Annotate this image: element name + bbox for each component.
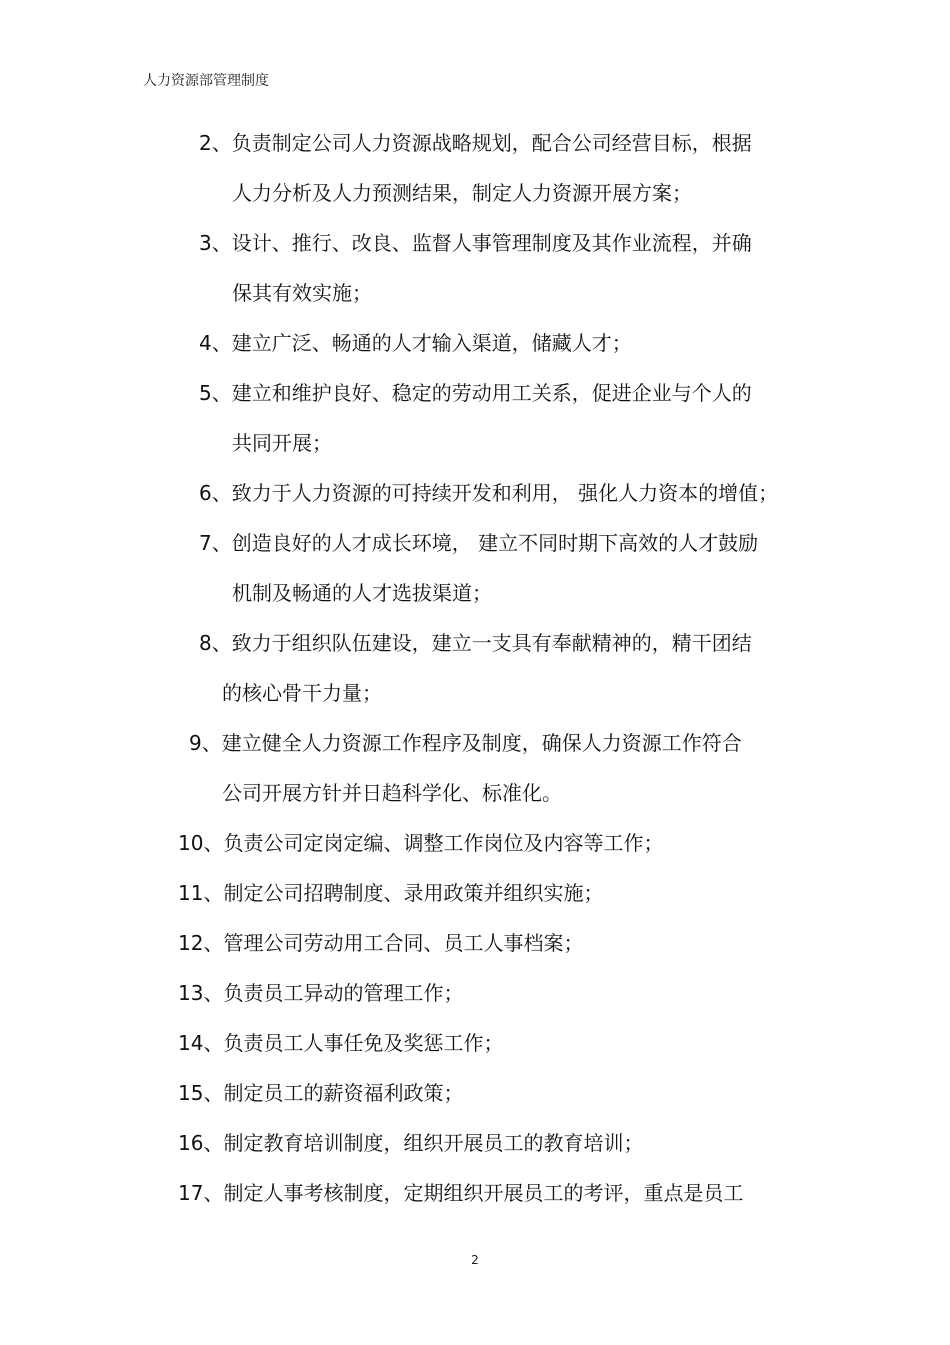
paragraph-line: 17、制定人事考核制度，定期组织开展员工的考评，重点是员工 (178, 1181, 744, 1205)
paragraph-line: 16、制定教育培训制度，组织开展员工的教育培训； (178, 1131, 644, 1155)
paragraph-line: 10、负责公司定岗定编、调整工作岗位及内容等工作； (178, 831, 664, 855)
paragraph-line: 13、负责员工异动的管理工作； (178, 981, 464, 1005)
paragraph-line: 人力分析及人力预测结果，制定人力资源开展方案； (232, 181, 692, 205)
paragraph-line: 2、负责制定公司人力资源战略规划，配合公司经营目标，根据 (199, 131, 752, 155)
paragraph-line: 4、建立广泛、畅通的人才输入渠道，储藏人才； (199, 331, 632, 355)
paragraph-line: 7、创造良好的人才成长环境， 建立不同时期下高效的人才鼓励 (199, 531, 759, 555)
page-header: 人力资源部管理制度 (143, 73, 269, 89)
paragraph-line: 3、设计、推行、改良、监督人事管理制度及其作业流程，并确 (199, 231, 752, 255)
paragraph-line: 公司开展方针并日趋科学化、标准化。 (222, 781, 562, 805)
paragraph-line: 保其有效实施； (232, 281, 372, 305)
paragraph-line: 8、致力于组织队伍建设，建立一支具有奉献精神的，精干团结 (199, 631, 752, 655)
paragraph-line: 6、致力于人力资源的可持续开发和利用， 强化人力资本的增值； (199, 481, 779, 505)
paragraph-line: 9、建立健全人力资源工作程序及制度，确保人力资源工作符合 (189, 731, 742, 755)
paragraph-line: 11、制定公司招聘制度、录用政策并组织实施； (178, 881, 604, 905)
paragraph-line: 机制及畅通的人才选拔渠道； (232, 581, 492, 605)
paragraph-line: 5、建立和维护良好、稳定的劳动用工关系，促进企业与个人的 (199, 381, 752, 405)
paragraph-line: 14、负责员工人事任免及奖惩工作； (178, 1031, 504, 1055)
page-number: 2 (471, 1253, 479, 1267)
paragraph-line: 的核心骨干力量； (222, 681, 382, 705)
paragraph-line: 共同开展； (232, 431, 332, 455)
paragraph-line: 15、制定员工的薪资福利政策； (178, 1081, 464, 1105)
paragraph-line: 12、管理公司劳动用工合同、员工人事档案； (178, 931, 584, 955)
